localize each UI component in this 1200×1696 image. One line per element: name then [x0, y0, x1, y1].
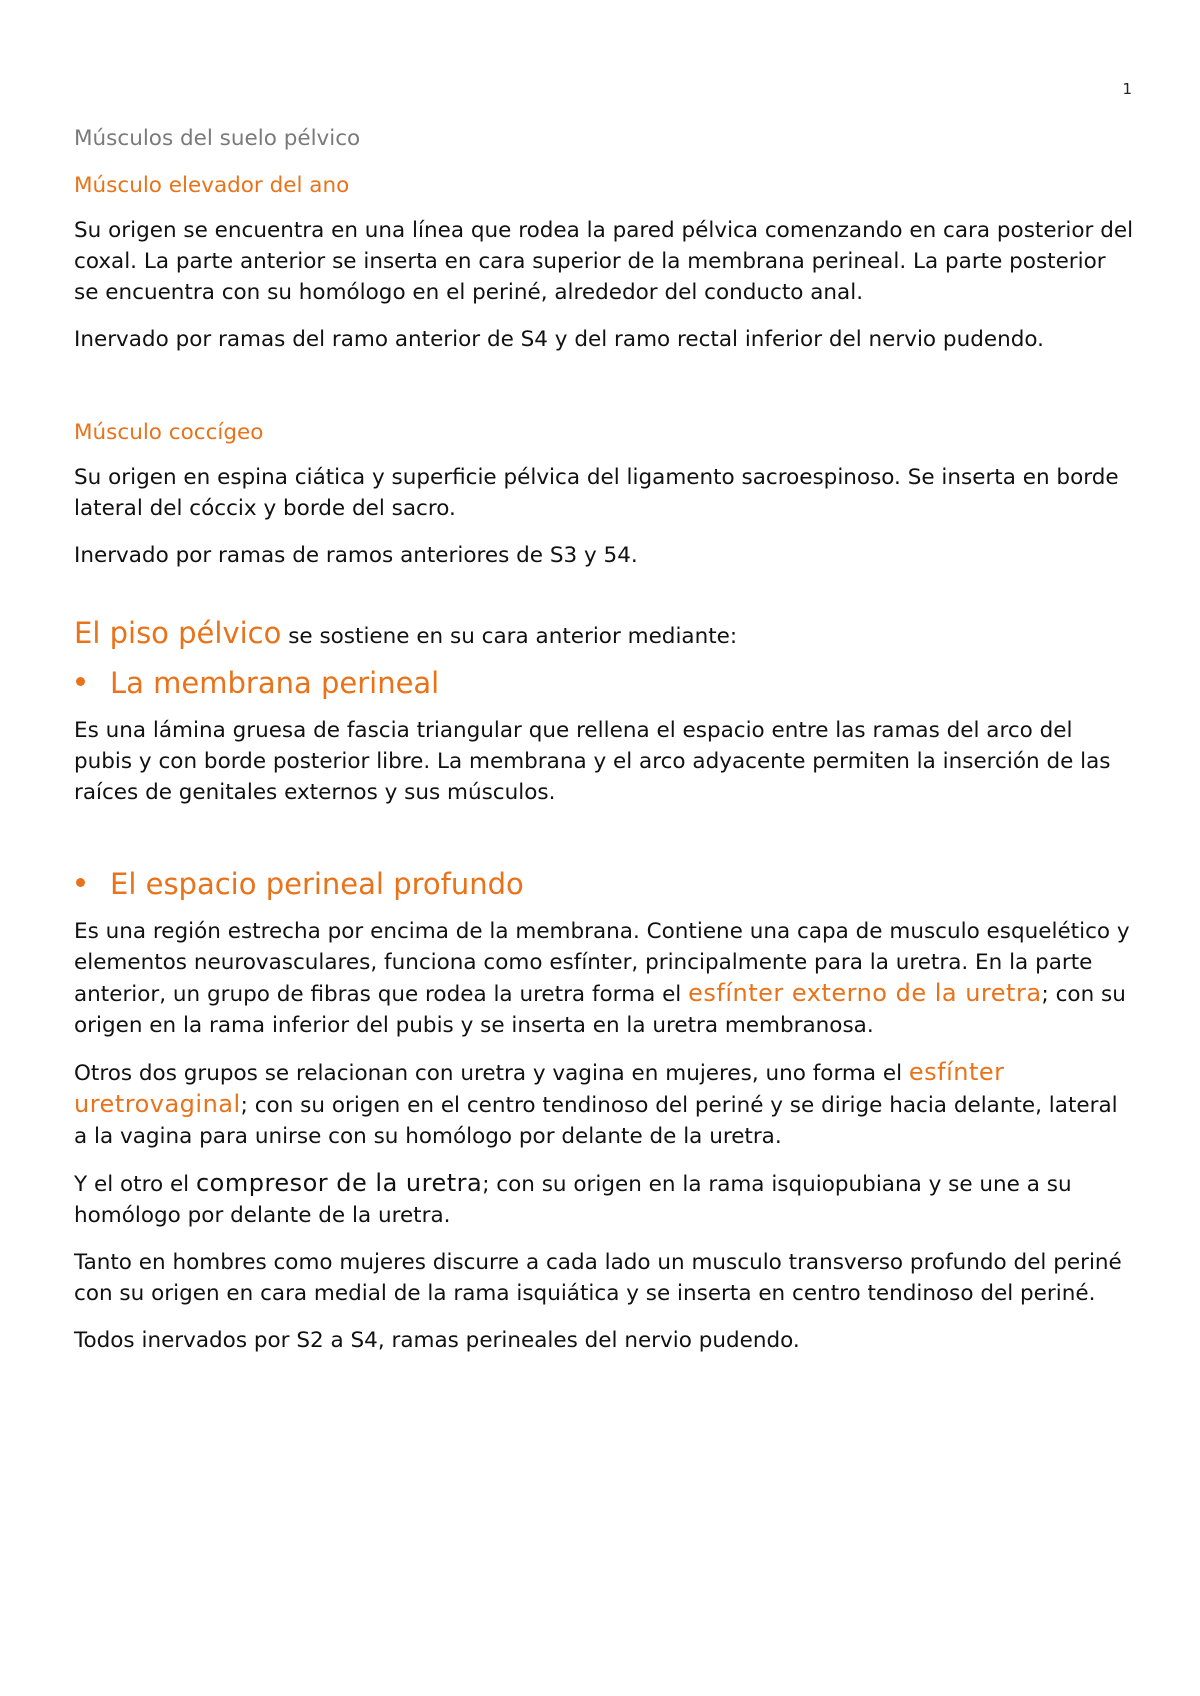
document-title: Músculos del suelo pélvico [74, 126, 361, 151]
espacio-heading: El espacio perineal profundo [110, 867, 524, 901]
text-run: Es una región estrecha por encima de la membrana. Contiene una capa de musculo esquelético y elementos neurovasculares, funciona como esfínter, principalmente para la uretra. En la parte anterior, un grupo de fibras que rodea la uretra forma el [74, 919, 1130, 1007]
esfinter-externo-highlight: esfínter externo de la uretra [688, 979, 1042, 1007]
espacio-paragraph-4: Tanto en hombres como mujeres discurre a cada lado un musculo transverso profundo del periné con su origen en cara medial de la rama isquiática y se inserta en centro tendinoso del periné. [74, 1250, 1122, 1306]
spacer [74, 371, 1134, 417]
text-run: ; con su origen en la rama inferior del pubis y se inserta en la uretra membranosa. [74, 982, 1126, 1038]
elevador-paragraph-2: Inervado por ramas del ramo anterior de S4 y del ramo rectal inferior del nervio pudendo. [74, 327, 1044, 352]
coccigeo-paragraph-1: Su origen en espina ciática y superficie pélvica del ligamento sacroespinoso. Se inserta en borde lateral del cóccix y borde del sacro. [74, 465, 1119, 521]
text-run: Y el otro el [74, 1172, 196, 1197]
spacer [74, 587, 1134, 613]
coccigeo-paragraph-2: Inervado por ramas de ramos anteriores de S3 y 54. [74, 543, 638, 568]
espacio-paragraph-5: Todos inervados por S2 a S4, ramas perineales del nervio pudendo. [74, 1328, 800, 1353]
espacio-paragraph-3 [74, 1168, 1134, 1231]
esfinter-uretrovaginal-highlight: esfínter uretrovaginal [74, 1058, 1005, 1118]
espacio-paragraph-1 [74, 916, 1134, 1041]
document-body [74, 123, 1134, 1372]
bullet-dot-icon [76, 878, 85, 887]
text-run: Otros dos grupos se relacionan con uretra y vagina en mujeres, uno forma el [74, 1061, 909, 1086]
page-number: 1 [1122, 80, 1132, 98]
piso-pelvico-line [74, 613, 1134, 657]
espacio-paragraph-2 [74, 1057, 1134, 1152]
spacer [74, 824, 1134, 864]
bullet-membrana-perineal [74, 663, 1134, 703]
bullet-dot-icon [76, 677, 85, 686]
piso-pelvico-rest: se sostiene en su cara anterior mediante: [281, 624, 738, 649]
text-run: ; con su origen en el centro tendinoso del periné y se dirige hacia delante, lateral a la vagina para unirse con su homólogo por delante de la uretra. [74, 1093, 1118, 1149]
heading-coccigeo: Músculo coccígeo [74, 420, 264, 445]
bullet-espacio-perineal [74, 864, 1134, 904]
text-run: ; con su origen en la rama isquiopubiana y se une a su homólogo por delante de la uretra. [74, 1172, 1072, 1228]
heading-elevador: Músculo elevador del ano [74, 173, 350, 198]
elevador-paragraph-1: Su origen se encuentra en una línea que rodea la pared pélvica comenzando en cara posterior del coxal. La parte anterior se inserta en cara superior de la membrana perineal. La parte posterior se encuentra con su homólogo en el periné, alrededor del conducto anal. [74, 218, 1134, 305]
piso-pelvico-highlight: El piso pélvico [74, 616, 282, 650]
membrana-paragraph: Es una lámina gruesa de fascia triangular que rellena el espacio entre las ramas del arco del pubis y con borde posterior libre. La membrana y el arco adyacente permiten la inserción de las raíces de genitales externos y sus músculos. [74, 718, 1111, 805]
compresor-uretra-highlight: compresor de la uretra [195, 1169, 483, 1197]
membrana-heading: La membrana perineal [110, 666, 440, 700]
